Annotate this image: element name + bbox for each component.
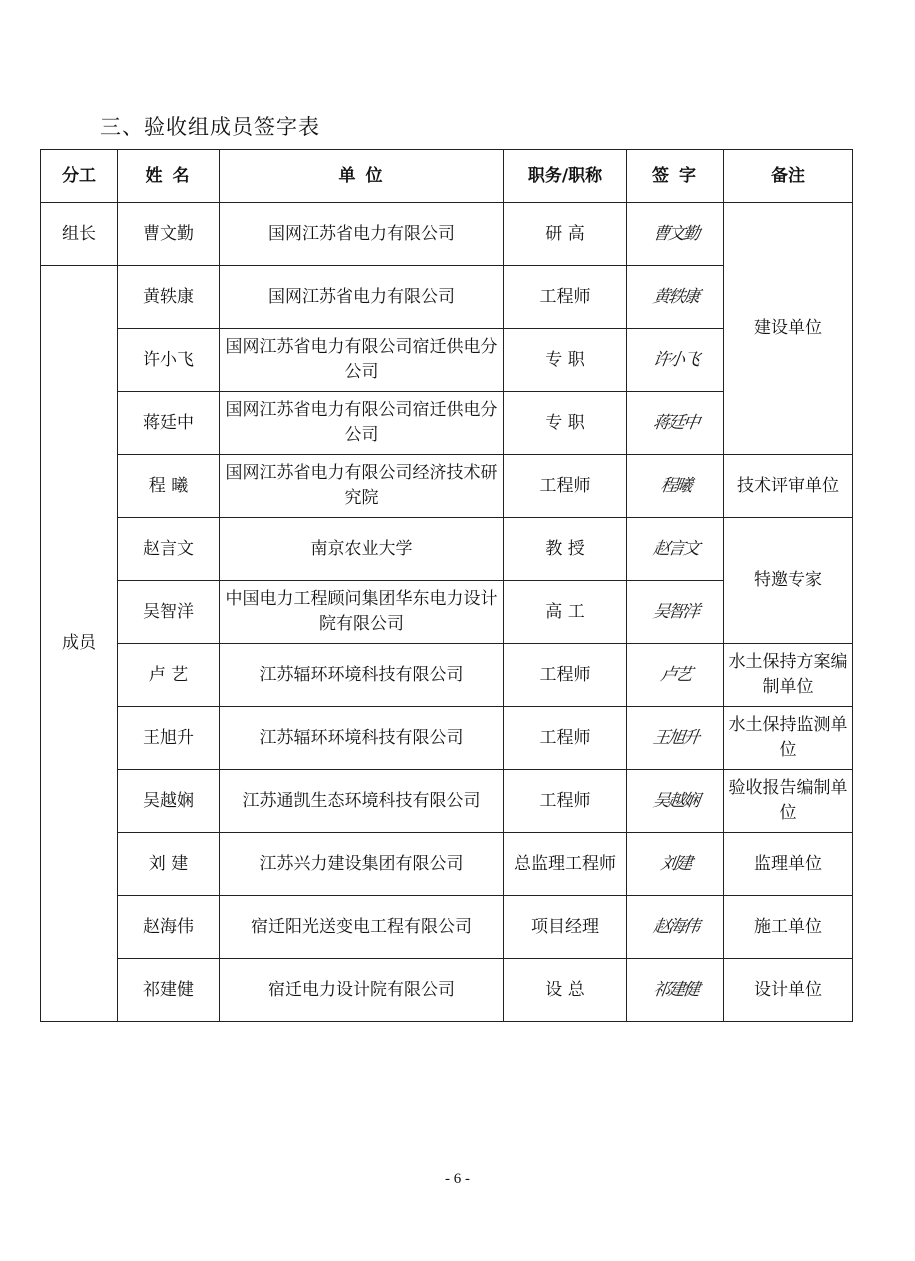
col-role: 分工 <box>41 150 118 203</box>
remark-cell: 验收报告编制单位 <box>724 770 853 833</box>
page-heading: 三、验收组成员签字表 <box>100 115 320 139</box>
name-cell: 卢 艺 <box>118 644 220 707</box>
signature-cell: 黄轶康 <box>622 266 728 329</box>
remark-cell: 监理单位 <box>724 833 853 896</box>
remark-cell: 水土保持方案编制单位 <box>724 644 853 707</box>
page-number: - 6 - <box>445 1171 470 1187</box>
unit-cell: 南京农业大学 <box>220 518 504 581</box>
title-cell: 工程师 <box>504 707 627 770</box>
title-cell: 项目经理 <box>504 896 627 959</box>
header-row <box>41 150 853 203</box>
signature-cell: 祁建健 <box>622 959 728 1022</box>
signature-cell: 赵言文 <box>622 518 728 581</box>
title-cell: 工程师 <box>504 644 627 707</box>
remark-cell: 技术评审单位 <box>724 455 853 518</box>
name-cell: 赵海伟 <box>118 896 220 959</box>
remark-cell: 建设单位 <box>724 203 853 455</box>
title-cell: 研 高 <box>504 203 627 266</box>
title-cell: 专 职 <box>504 329 627 392</box>
unit-cell: 江苏通凯生态环境科技有限公司 <box>220 770 504 833</box>
signature-cell: 赵海伟 <box>622 896 728 959</box>
col-remark: 备注 <box>724 150 853 203</box>
table-row <box>41 644 853 707</box>
title-cell: 工程师 <box>504 266 627 329</box>
title-cell: 工程师 <box>504 770 627 833</box>
signature-cell: 王旭升 <box>622 707 728 770</box>
unit-cell: 国网江苏省电力有限公司 <box>220 203 504 266</box>
name-cell: 程 曦 <box>118 455 220 518</box>
remark-cell: 特邀专家 <box>724 518 853 644</box>
col-name: 姓 名 <box>118 150 220 203</box>
table-row <box>41 833 853 896</box>
table-row <box>41 203 853 266</box>
remark-cell: 施工单位 <box>724 896 853 959</box>
table-row <box>41 896 853 959</box>
name-cell: 刘 建 <box>118 833 220 896</box>
name-cell: 曹文勤 <box>118 203 220 266</box>
unit-cell: 国网江苏省电力有限公司 <box>220 266 504 329</box>
signature-cell: 程曦 <box>622 455 728 518</box>
unit-cell: 宿迁阳光送变电工程有限公司 <box>220 896 504 959</box>
col-title: 职务/职称 <box>504 150 627 203</box>
signature-cell: 卢艺 <box>622 644 728 707</box>
name-cell: 蒋廷中 <box>118 392 220 455</box>
unit-cell: 宿迁电力设计院有限公司 <box>220 959 504 1022</box>
unit-cell: 中国电力工程顾问集团华东电力设计院有限公司 <box>220 581 504 644</box>
name-cell: 王旭升 <box>118 707 220 770</box>
remark-cell: 水土保持监测单位 <box>724 707 853 770</box>
title-cell: 教 授 <box>504 518 627 581</box>
name-cell: 许小飞 <box>118 329 220 392</box>
unit-cell: 江苏辐环环境科技有限公司 <box>220 707 504 770</box>
title-cell: 高 工 <box>504 581 627 644</box>
name-cell: 赵言文 <box>118 518 220 581</box>
name-cell: 吴越娴 <box>118 770 220 833</box>
title-cell: 专 职 <box>504 392 627 455</box>
signature-cell: 许小飞 <box>622 329 728 392</box>
col-signature: 签 字 <box>627 150 724 203</box>
signature-cell: 刘建 <box>622 833 728 896</box>
role-cell: 成员 <box>41 266 118 1022</box>
title-cell: 工程师 <box>504 455 627 518</box>
role-cell: 组长 <box>41 203 118 266</box>
unit-cell: 国网江苏省电力有限公司经济技术研究院 <box>220 455 504 518</box>
title-cell: 设 总 <box>504 959 627 1022</box>
col-unit: 单 位 <box>220 150 504 203</box>
signature-cell: 吴智洋 <box>622 581 728 644</box>
name-cell: 祁建健 <box>118 959 220 1022</box>
table-row <box>41 455 853 518</box>
remark-cell: 设计单位 <box>724 959 853 1022</box>
signature-cell: 吴越娴 <box>622 770 728 833</box>
table-row <box>41 770 853 833</box>
signature-table <box>40 149 853 1022</box>
unit-cell: 国网江苏省电力有限公司宿迁供电分公司 <box>220 392 504 455</box>
signature-cell: 曹文勤 <box>622 203 728 266</box>
table-row <box>41 959 853 1022</box>
table-row <box>41 707 853 770</box>
unit-cell: 国网江苏省电力有限公司宿迁供电分公司 <box>220 329 504 392</box>
unit-cell: 江苏辐环环境科技有限公司 <box>220 644 504 707</box>
signature-cell: 蒋廷中 <box>622 392 728 455</box>
unit-cell: 江苏兴力建设集团有限公司 <box>220 833 504 896</box>
name-cell: 黄轶康 <box>118 266 220 329</box>
title-cell: 总监理工程师 <box>504 833 627 896</box>
table-row <box>41 518 853 581</box>
name-cell: 吴智洋 <box>118 581 220 644</box>
